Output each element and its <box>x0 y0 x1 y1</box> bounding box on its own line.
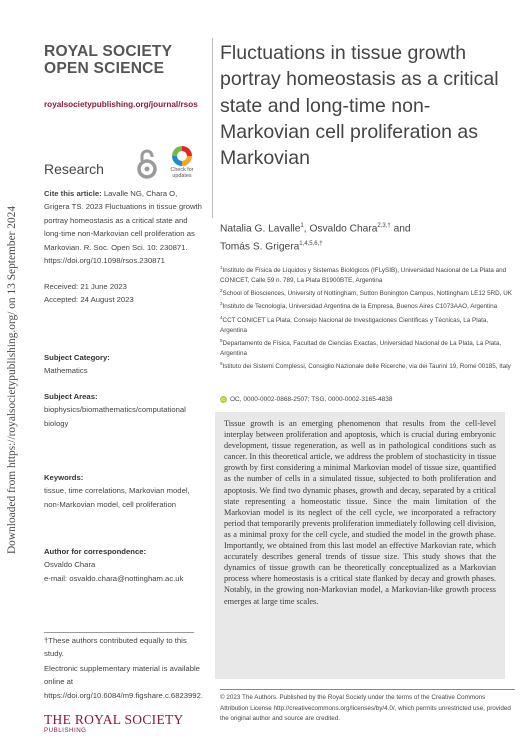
subject-category-heading: Subject Category: <box>44 353 110 362</box>
affiliation-item: $^6$Istituto dei Sistemi Complessi, Consiglio Nazionale delle Ricerche, via dei Taurini 19, Rome 00185, Italy <box>220 361 511 371</box>
footnote-divider <box>44 632 194 633</box>
subject-category-value: Mathematics <box>44 366 88 376</box>
author-name: Tomás S. Grigera <box>220 241 300 253</box>
author-affiliation-marker: 1 <box>300 223 304 229</box>
affiliation-list <box>220 263 515 372</box>
check-for-updates-label: Check for updates <box>170 167 194 179</box>
author-list: Natalia G. Lavalle$^1$, Osvaldo Chara$^{2,3,\dagger}$ and Tomás S. Grigera$^{1,4,5,6,\dagger}$ <box>220 223 411 253</box>
affiliation-item: $^1$Instituto de Física de Líquidos y Sistemas Biológicos (IFLySIB), Universidad Nacional de La Plata and CONICET, Calle 59 n. 789, La Plata B1900BTE, Argentina <box>220 265 507 285</box>
journal-name-line1: ROYAL SOCIETY <box>44 43 173 60</box>
author-name: Natalia G. Lavalle <box>220 223 301 235</box>
citation <box>44 187 204 267</box>
article-dates <box>44 280 204 307</box>
affiliation-item: $^3$Instituto de Tecnología, Universidad Argentina de la Empresa, Buenos Aires C1073AAO, Argentina <box>220 301 498 311</box>
publisher-logo: THE ROYAL SOCIETY <box>44 712 184 727</box>
received-date: Received: 21 June 2023 <box>44 282 127 291</box>
author-name: Osvaldo Chara <box>309 223 378 235</box>
correspondence <box>44 545 204 585</box>
abstract-text: Tissue growth is an emerging phenomenon that results from the cell-level interplay between proliferation and apoptosis, which is crucial during embryonic development, tissue regeneration, as well as in pathological conditions such as cancer. In this theoretical article, we address the problem of stochasticity in tissue growth by first considering a minimal Markovian model of tissue size, quantified as the number of cells in a simulated tissue, subjected to both proliferation and apoptosis. We find two dynamic phases, growth and decay, separated by a critical state representing a homeostatic tissue. Since the main limitation of the Markovian model is its neglect of the cell cycle, we incorporated a refractory period that temporarily prevents proliferation immediately following cell division, as a minimal proxy for the cell cycle, and studied the model in the growth phase. Importantly, we obtained from this last model an effective Markovian rate, which accurately describes general trends of tissue size. This study shows that the dynamics of tissue growth can be theoretically conceptualized as a Markovian process where homeostasis is a critical state flanked by decay and growth phases. Notably, in the growing non-Markovian model, a Markovian-like growth process emerges at large time scales. <box>224 419 496 606</box>
subject-areas <box>44 390 204 430</box>
keywords <box>44 471 204 511</box>
check-for-updates-badge <box>172 146 192 166</box>
keywords-heading: Keywords: <box>44 473 84 482</box>
license-divider <box>220 689 515 690</box>
affiliation-item: $^5$Departamento de Física, Facultad de Ciencias Exactas, Universidad Nacional de La Plata, La Plata, Argentina <box>220 337 502 358</box>
citation-label: Cite this article: <box>44 189 102 198</box>
correspondence-name: Osvaldo Chara <box>44 560 96 570</box>
open-access-icon <box>136 148 158 180</box>
keywords-value: tissue, time correlations, Markovian model, non-Markovian model, cell proliferation <box>44 486 190 509</box>
orcid-ids: OC, 0000-0002-0868-2507; TSG, 0000-0002-3165-4838 <box>230 396 393 404</box>
subject-category <box>44 351 204 378</box>
check-for-updates-icon[interactable] <box>168 146 196 182</box>
authors-conjunction: and <box>393 223 411 235</box>
section-label: Research <box>44 161 104 177</box>
affiliation-item: $^2$School of Biosciences, University of Nottingham, Sutton Bonington Campus, Nottingham LE12 5RD, UK <box>220 288 512 298</box>
article-title: Fluctuations in tissue growth portray homeostasis as a critical state and long-time non-Markovian cell proliferation as Markovian <box>220 42 499 170</box>
watermark-text: Downloaded from https://royalsocietypublishing.org/ on 13 September 2024 <box>6 205 18 555</box>
equal-contribution-footnote: †These authors contributed equally to this study. <box>44 636 187 659</box>
journal-url[interactable]: royalsocietypublishing.org/journal/rsos <box>44 100 198 109</box>
citation-text: Lavalle NG, Chara O, Grigera TS. 2023 Fluctuations in tissue growth portray homeostasis as a critical state and long-time non-Markovian cell proliferation as Markovian. R. Soc. Open Sci. 10: 230871. https://doi.org/10.1098/rsos.230871 <box>44 189 202 266</box>
author-affiliation-marker: 1,4,5,6,† <box>299 240 323 247</box>
supplementary-note: Electronic supplementary material is available online at https://doi.org/10.6084/m9.figshare.c.6823992. <box>44 664 203 700</box>
orcid-line[interactable] <box>220 396 393 403</box>
correspondence-heading: Author for correspondence: <box>44 547 147 556</box>
journal-name <box>44 43 172 77</box>
license-text: © 2023 The Authors. Published by the Royal Society under the terms of the Creative Commons Attribution License http://creativecommons.org/licenses/by/4.0/, which permits unrestricted use, provided the original author and source are credited. <box>220 694 511 723</box>
accepted-date: Accepted: 24 August 2023 <box>44 295 134 305</box>
affiliation-item: $^4$CCT CONICET La Plata, Consejo Nacional de Investigaciones Científicas y Técnicas, La Plata, Argentina <box>220 314 489 334</box>
abstract-box <box>215 412 505 679</box>
download-watermark <box>0 0 24 756</box>
subject-areas-value: biophysics/biomathematics/computational biology <box>44 405 186 428</box>
publisher-logo-sub: PUBLISHING <box>44 727 87 734</box>
subject-areas-heading: Subject Areas: <box>44 392 98 401</box>
correspondence-email[interactable]: e-mail: osvaldo.chara@nottingham.ac.uk <box>44 573 184 583</box>
journal-name-line2: OPEN SCIENCE <box>44 60 165 77</box>
title-divider <box>212 38 213 218</box>
orcid-icon: iD <box>221 397 226 402</box>
author-affiliation-marker: 2,3,† <box>377 223 391 229</box>
